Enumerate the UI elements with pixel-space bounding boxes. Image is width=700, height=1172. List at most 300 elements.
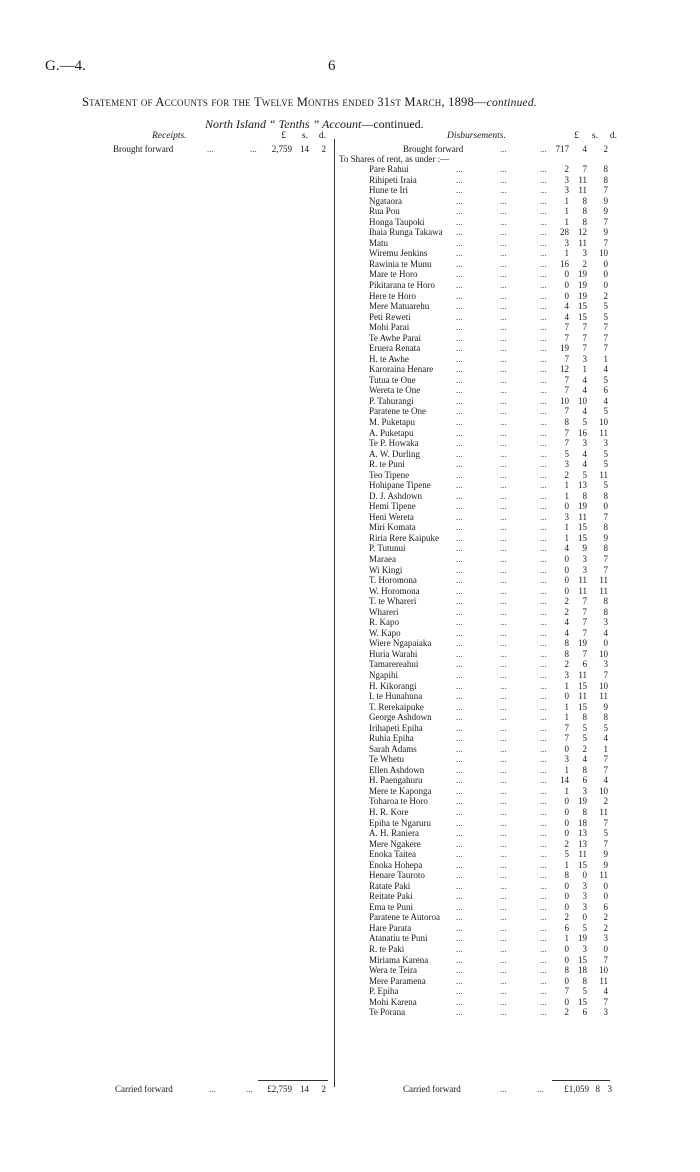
amount-pounds: 0 xyxy=(564,806,569,817)
amount-pence: 0 xyxy=(603,638,608,649)
amount-pence: 10 xyxy=(599,965,608,975)
payee-name: Here te Horo xyxy=(369,290,416,301)
amount-pounds: 1 xyxy=(564,490,569,501)
disbursement-row xyxy=(0,334,700,343)
leader-dots: ... xyxy=(456,438,463,448)
leader-dots: ... xyxy=(540,532,547,543)
disbursement-row xyxy=(0,323,700,332)
amount-pence: 1 xyxy=(603,743,608,754)
leader-dots: ... xyxy=(540,986,547,997)
amount-pence: 7 xyxy=(603,954,608,965)
leader-dots: ... xyxy=(500,891,507,902)
leader-dots: ... xyxy=(456,480,463,491)
payee-name: Miriama Karena xyxy=(369,954,429,965)
leader-dots: ... xyxy=(456,596,463,607)
leader-dots: ... xyxy=(500,722,507,733)
amount-shillings: 3 xyxy=(582,901,587,912)
leader-dots: ... xyxy=(456,511,463,522)
leader-dots: ... xyxy=(456,532,463,543)
leader-dots: ... xyxy=(540,722,547,733)
leader-dots: ... xyxy=(500,775,507,786)
payee-name: Mere Ngakere xyxy=(369,838,421,849)
leader-dots: ... xyxy=(456,965,463,975)
disbursement-row xyxy=(0,629,700,638)
leader-dots: ... xyxy=(456,290,463,301)
leader-dots: ... xyxy=(500,817,507,828)
leader-dots: ... xyxy=(456,828,463,838)
leader-dots: ... xyxy=(456,427,463,438)
disbursement-row xyxy=(0,956,700,965)
amount-pence: 0 xyxy=(603,891,608,902)
leader-dots: ... xyxy=(456,691,463,701)
leader-dots: ... xyxy=(540,785,547,796)
disbursement-row xyxy=(0,281,700,290)
disbursements-cf-shillings: 8 xyxy=(595,1084,600,1094)
leader-dots: ... xyxy=(540,996,547,1007)
amount-pence: 9 xyxy=(603,227,608,238)
amount-pounds: 1 xyxy=(564,195,569,206)
leader-dots: ... xyxy=(456,279,463,290)
leader-dots: ... xyxy=(500,806,507,817)
amount-pence: 10 xyxy=(599,417,608,427)
leader-dots: ... xyxy=(540,870,547,881)
subtitle-account-name: North Island “ Tenths ” Account xyxy=(205,117,362,131)
payee-name: Paratene te One xyxy=(369,406,426,417)
leader-dots: ... xyxy=(540,764,547,775)
payee-name: Mere Paramena xyxy=(369,975,426,986)
amount-pence: 9 xyxy=(603,206,608,217)
disbursement-row xyxy=(0,576,700,585)
payee-name: Hemi Tipene xyxy=(369,501,416,512)
leader-dots: ... xyxy=(540,606,547,617)
disbursement-row xyxy=(0,671,700,680)
leader-dots: ... xyxy=(540,596,547,607)
amount-pounds: 1 xyxy=(564,859,569,870)
leader-dots: ... xyxy=(540,332,547,343)
leader-dots: ... xyxy=(540,828,547,838)
payee-name: M. Puketapu xyxy=(369,417,415,427)
disbursements-cf-pence: 3 xyxy=(607,1084,612,1094)
payee-name: Tamarereahui xyxy=(369,659,419,670)
leader-dots: ... xyxy=(456,754,463,765)
payee-name: Mere Matuarehu xyxy=(369,301,430,311)
receipts-cf-leader: ... xyxy=(209,1084,216,1094)
leader-dots: ... xyxy=(540,511,547,522)
amount-shillings: 8 xyxy=(582,490,587,501)
amount-shillings: 9 xyxy=(582,543,587,554)
leader-dots: ... xyxy=(540,311,547,322)
amount-pounds: 7 xyxy=(564,722,569,733)
leader-dots: ... xyxy=(540,290,547,301)
amount-shillings: 11 xyxy=(578,691,587,701)
amount-pounds: 0 xyxy=(564,796,569,807)
amount-pounds: 2 xyxy=(564,469,569,480)
leader-dots: ... xyxy=(500,764,507,775)
leader-dots: ... xyxy=(540,575,547,586)
leader-dots: ... xyxy=(500,279,507,290)
amount-shillings: 11 xyxy=(578,511,587,522)
leader-dots: ... xyxy=(500,248,507,259)
disbursement-row xyxy=(0,903,700,912)
amount-shillings: 5 xyxy=(582,922,587,933)
payee-name: H. Kikorangi xyxy=(369,680,417,691)
amount-pence: 7 xyxy=(603,754,608,765)
payee-name: Ruhia Epiha xyxy=(369,733,414,744)
amount-pounds: 1 xyxy=(564,532,569,543)
leader-dots: ... xyxy=(500,543,507,554)
leader-dots: ... xyxy=(456,395,463,406)
payee-name: R. te Paki xyxy=(369,944,405,954)
leader-dots: ... xyxy=(540,164,547,174)
disbursements-brought-forward-label: Brought forward xyxy=(403,144,464,154)
disbursement-row xyxy=(0,407,700,416)
leader-dots: ... xyxy=(540,922,547,933)
payee-name: Te Porana xyxy=(369,1007,406,1018)
title-continued: continued. xyxy=(486,97,537,109)
amount-pence: 9 xyxy=(603,859,608,870)
disbursement-row xyxy=(0,776,700,785)
leader-dots: ... xyxy=(540,501,547,512)
amount-pence: 0 xyxy=(603,269,608,280)
amount-pence: 10 xyxy=(599,680,608,691)
amount-pence: 7 xyxy=(603,511,608,522)
disbursement-row xyxy=(0,313,700,322)
leader-dots: ... xyxy=(540,954,547,965)
disbursement-row xyxy=(0,1008,700,1017)
amount-shillings: 4 xyxy=(582,385,587,396)
leader-dots: ... xyxy=(540,817,547,828)
amount-shillings: 15 xyxy=(578,701,587,712)
payee-name: Miri Komata xyxy=(369,522,416,533)
leader-dots: ... xyxy=(456,785,463,796)
amount-pounds: 7 xyxy=(564,406,569,417)
leader-dots: ... xyxy=(500,490,507,501)
amount-shillings: 6 xyxy=(582,659,587,670)
leader-dots: ... xyxy=(540,669,547,680)
amount-pence: 8 xyxy=(603,490,608,501)
amount-pounds: 2 xyxy=(564,164,569,174)
payee-name: Teo Tipene xyxy=(369,469,410,480)
leader-dots: ... xyxy=(500,912,507,923)
leader-dots: ... xyxy=(456,975,463,986)
leader-dots: ... xyxy=(500,417,507,427)
amount-pence: 3 xyxy=(603,438,608,448)
disbursement-row xyxy=(0,386,700,395)
amount-shillings: 10 xyxy=(578,395,587,406)
amount-pounds: 10 xyxy=(560,395,569,406)
leader-dots: ... xyxy=(500,669,507,680)
disbursements-bf-leader-2: ... xyxy=(540,144,547,154)
amount-pence: 5 xyxy=(603,448,608,459)
amount-shillings: 11 xyxy=(578,237,587,248)
payee-name: T. te Whareri xyxy=(369,596,417,607)
amount-shillings: 2 xyxy=(582,743,587,754)
amount-pence: 0 xyxy=(603,501,608,512)
leader-dots: ... xyxy=(456,216,463,227)
disbursements-cf-leader-2: ... xyxy=(537,1084,544,1094)
amount-pounds: 1 xyxy=(564,701,569,712)
leader-dots: ... xyxy=(540,849,547,860)
amount-pence: 8 xyxy=(603,712,608,723)
amount-pounds: 7 xyxy=(564,332,569,343)
leader-dots: ... xyxy=(456,954,463,965)
payee-name: Ngataora xyxy=(369,195,402,206)
amount-pounds: 8 xyxy=(564,965,569,975)
leader-dots: ... xyxy=(500,849,507,860)
disbursement-row xyxy=(0,945,700,954)
amount-shillings: 8 xyxy=(582,806,587,817)
payee-name: Sarah Adams xyxy=(369,743,417,754)
amount-shillings: 19 xyxy=(578,290,587,301)
leader-dots: ... xyxy=(500,480,507,491)
disbursement-row xyxy=(0,186,700,195)
amount-pounds: 2 xyxy=(564,659,569,670)
amount-pounds: 0 xyxy=(564,954,569,965)
amount-shillings: 4 xyxy=(582,459,587,470)
amount-shillings: 3 xyxy=(582,438,587,448)
disbursement-row xyxy=(0,724,700,733)
amount-pence: 7 xyxy=(603,237,608,248)
leader-dots: ... xyxy=(500,648,507,659)
leader-dots: ... xyxy=(540,195,547,206)
amount-pence: 7 xyxy=(603,838,608,849)
leader-dots: ... xyxy=(500,185,507,196)
disbursement-row xyxy=(0,692,700,701)
leader-dots: ... xyxy=(540,933,547,944)
leader-dots: ... xyxy=(456,353,463,364)
disbursement-row xyxy=(0,766,700,775)
amount-pence: 8 xyxy=(603,543,608,554)
leader-dots: ... xyxy=(540,701,547,712)
amount-pence: 10 xyxy=(599,785,608,796)
amount-shillings: 3 xyxy=(582,554,587,564)
leader-dots: ... xyxy=(456,417,463,427)
payee-name: Te Awhe Parai xyxy=(369,332,422,343)
amount-shillings: 19 xyxy=(578,501,587,512)
disbursements-carried-forward-row xyxy=(0,1085,700,1094)
shares-heading-row xyxy=(0,155,700,164)
leader-dots: ... xyxy=(456,237,463,248)
leader-dots: ... xyxy=(456,996,463,1007)
amount-pence: 7 xyxy=(603,554,608,564)
amount-pounds: 8 xyxy=(564,417,569,427)
disbursement-row xyxy=(0,460,700,469)
amount-pence: 0 xyxy=(603,944,608,954)
payee-name: H. Paengahuru xyxy=(369,775,423,786)
amount-shillings: 7 xyxy=(582,596,587,607)
leader-dots: ... xyxy=(456,164,463,174)
leader-dots: ... xyxy=(500,638,507,649)
amount-shillings: 3 xyxy=(582,880,587,891)
leader-dots: ... xyxy=(540,406,547,417)
leader-dots: ... xyxy=(500,237,507,248)
payee-name: Mere te Kaponga xyxy=(369,785,432,796)
amount-shillings: 3 xyxy=(582,785,587,796)
receipts-carried-forward-label: Carried forward xyxy=(115,1084,173,1094)
receipts-bf-shillings: 14 xyxy=(300,144,309,154)
leader-dots: ... xyxy=(456,806,463,817)
leader-dots: ... xyxy=(540,806,547,817)
leader-dots: ... xyxy=(500,701,507,712)
amount-pence: 9 xyxy=(603,849,608,860)
leader-dots: ... xyxy=(456,701,463,712)
amount-pence: 7 xyxy=(603,564,608,575)
disbursements-cf-leader: ... xyxy=(500,1084,507,1094)
amount-pence: 9 xyxy=(603,195,608,206)
leader-dots: ... xyxy=(456,406,463,417)
leader-dots: ... xyxy=(456,922,463,933)
amount-pence: 1 xyxy=(603,353,608,364)
leader-dots: ... xyxy=(456,554,463,564)
disbursement-row xyxy=(0,861,700,870)
amount-pence: 4 xyxy=(603,627,608,638)
amount-pence: 4 xyxy=(603,733,608,744)
amount-shillings: 2 xyxy=(582,258,587,269)
disbursement-row xyxy=(0,819,700,828)
leader-dots: ... xyxy=(500,965,507,975)
amount-pence: 8 xyxy=(603,606,608,617)
leader-dots: ... xyxy=(540,743,547,754)
leader-dots: ... xyxy=(456,743,463,754)
amount-pence: 3 xyxy=(603,659,608,670)
amount-shillings: 18 xyxy=(578,817,587,828)
leader-dots: ... xyxy=(540,638,547,649)
leader-dots: ... xyxy=(500,944,507,954)
payee-name: T. Horomona xyxy=(369,575,417,586)
amount-shillings: 3 xyxy=(582,248,587,259)
disbursement-row xyxy=(0,513,700,522)
disbursement-row xyxy=(0,713,700,722)
disbursement-row xyxy=(0,597,700,606)
leader-dots: ... xyxy=(500,733,507,744)
amount-pounds: 2 xyxy=(564,596,569,607)
payee-name: Riria Rere Kaipuke xyxy=(369,532,439,543)
amount-shillings: 13 xyxy=(578,480,587,491)
leader-dots: ... xyxy=(500,206,507,217)
disbursements-cf-pounds: £1,059 xyxy=(564,1084,589,1094)
payee-name: A. H. Raniera xyxy=(369,828,419,838)
amount-shillings: 7 xyxy=(582,322,587,333)
disbursement-row xyxy=(0,608,700,617)
leader-dots: ... xyxy=(500,828,507,838)
disbursement-row xyxy=(0,534,700,543)
leader-dots: ... xyxy=(500,395,507,406)
payee-name: Pikitarana te Horo xyxy=(369,279,435,290)
amount-pounds: 1 xyxy=(564,480,569,491)
amount-shillings: 7 xyxy=(582,648,587,659)
disbursement-row xyxy=(0,682,700,691)
leader-dots: ... xyxy=(456,258,463,269)
leader-dots: ... xyxy=(456,448,463,459)
leader-dots: ... xyxy=(500,406,507,417)
leader-dots: ... xyxy=(500,596,507,607)
leader-dots: ... xyxy=(540,859,547,870)
amount-shillings: 11 xyxy=(578,849,587,860)
amount-pounds: 1 xyxy=(564,933,569,944)
amount-pounds: 3 xyxy=(564,459,569,470)
amount-pounds: 7 xyxy=(564,986,569,997)
amount-pence: 3 xyxy=(603,1007,608,1018)
amount-pounds: 0 xyxy=(564,585,569,596)
leader-dots: ... xyxy=(540,279,547,290)
disbursement-row xyxy=(0,439,700,448)
disbursement-row xyxy=(0,840,700,849)
disbursement-row xyxy=(0,850,700,859)
amount-pence: 7 xyxy=(603,996,608,1007)
disbursement-row xyxy=(0,502,700,511)
payee-name: Enoka Hohepa xyxy=(369,859,423,870)
disbursements-bf-leader: ... xyxy=(500,144,507,154)
leader-dots: ... xyxy=(540,648,547,659)
amount-shillings: 15 xyxy=(578,532,587,543)
amount-pence: 5 xyxy=(603,406,608,417)
leader-dots: ... xyxy=(456,564,463,575)
amount-pence: 0 xyxy=(603,880,608,891)
amount-pence: 5 xyxy=(603,480,608,491)
leader-dots: ... xyxy=(456,522,463,533)
amount-pence: 10 xyxy=(599,248,608,259)
disbursement-row xyxy=(0,197,700,206)
amount-shillings: 5 xyxy=(582,417,587,427)
amount-pounds: 19 xyxy=(560,343,569,354)
document-code: G.—4. xyxy=(45,58,86,74)
receipts-bf-leader: ... xyxy=(207,144,214,154)
disbursement-row xyxy=(0,797,700,806)
leader-dots: ... xyxy=(500,522,507,533)
amount-pence: 7 xyxy=(603,332,608,343)
disbursement-row xyxy=(0,239,700,248)
payee-name: Enoka Taitea xyxy=(369,849,416,860)
leader-dots: ... xyxy=(540,269,547,280)
leader-dots: ... xyxy=(540,680,547,691)
amount-pence: 3 xyxy=(603,617,608,628)
disbursements-carried-forward-label: Carried forward xyxy=(403,1084,461,1094)
amount-shillings: 5 xyxy=(582,986,587,997)
amount-shillings: 7 xyxy=(582,332,587,343)
leader-dots: ... xyxy=(500,501,507,512)
payee-name: Pare Rahui xyxy=(369,164,409,174)
leader-dots: ... xyxy=(456,986,463,997)
leader-dots: ... xyxy=(500,691,507,701)
leader-dots: ... xyxy=(456,385,463,396)
disbursement-row xyxy=(0,566,700,575)
amount-pounds: 0 xyxy=(564,828,569,838)
receipts-cf-leader-2: ... xyxy=(246,1084,253,1094)
disbursement-row xyxy=(0,429,700,438)
amount-pounds: 1 xyxy=(564,785,569,796)
amount-pounds: 0 xyxy=(564,564,569,575)
amount-shillings: 4 xyxy=(582,754,587,765)
amount-pence: 7 xyxy=(603,322,608,333)
amount-shillings: 8 xyxy=(582,975,587,986)
disbursement-row xyxy=(0,755,700,764)
amount-pounds: 14 xyxy=(560,775,569,786)
amount-pounds: 1 xyxy=(564,216,569,227)
amount-pence: 7 xyxy=(603,764,608,775)
amount-pounds: 4 xyxy=(564,301,569,311)
leader-dots: ... xyxy=(540,353,547,364)
amount-pence: 5 xyxy=(603,374,608,385)
leader-dots: ... xyxy=(540,659,547,670)
disbursements-pounds-header: £ xyxy=(574,131,579,141)
disbursement-row xyxy=(0,471,700,480)
payee-name: Rihipeti Iraia xyxy=(369,174,417,185)
payee-name: Wereta te One xyxy=(369,385,421,396)
amount-pounds: 0 xyxy=(564,279,569,290)
amount-pounds: 0 xyxy=(564,901,569,912)
leader-dots: ... xyxy=(540,775,547,786)
leader-dots: ... xyxy=(540,227,547,238)
